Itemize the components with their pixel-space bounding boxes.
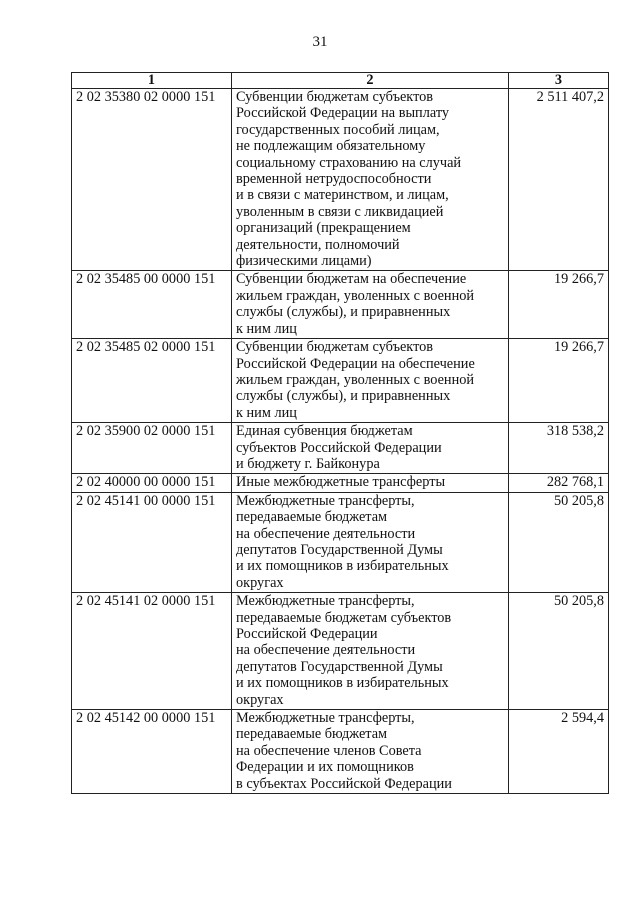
column-header-code: 1: [72, 73, 232, 89]
table-header-row: [72, 73, 609, 89]
description-cell: Межбюджетные трансферты, передаваемые бюджетам на обеспечение деятельности депутатов Государственной Думы и их помощников в избирательных округах: [232, 492, 509, 592]
budget-code-cell: 2 02 45141 02 0000 151: [72, 593, 232, 710]
budget-table: [71, 72, 609, 794]
description-cell: Иные межбюджетные трансферты: [232, 474, 509, 492]
page-number: 31: [312, 34, 328, 50]
amount-cell: 19 266,7: [509, 339, 609, 423]
budget-code-cell: 2 02 45142 00 0000 151: [72, 710, 232, 794]
amount-cell: 318 538,2: [509, 423, 609, 474]
amount-cell: 50 205,8: [509, 593, 609, 710]
amount-cell: 2 594,4: [509, 710, 609, 794]
budget-code-cell: 2 02 35485 00 0000 151: [72, 271, 232, 339]
table-row: [72, 710, 609, 794]
table-row: [72, 271, 609, 339]
column-header-description: 2: [232, 73, 509, 89]
budget-code-cell: 2 02 40000 00 0000 151: [72, 474, 232, 492]
column-header-amount: 3: [509, 73, 609, 89]
amount-cell: 2 511 407,2: [509, 89, 609, 271]
table-row: [72, 423, 609, 474]
budget-code-cell: 2 02 35380 02 0000 151: [72, 89, 232, 271]
table-row: [72, 593, 609, 710]
description-cell: Субвенции бюджетам субъектов Российской Федерации на обеспечение жильем граждан, уволенных с военной службы (службы), и приравненных к ним лиц: [232, 339, 509, 423]
budget-code-cell: 2 02 35485 02 0000 151: [72, 339, 232, 423]
table-row: [72, 474, 609, 492]
budget-code-cell: 2 02 35900 02 0000 151: [72, 423, 232, 474]
description-cell: Единая субвенция бюджетам субъектов Российской Федерации и бюджету г. Байконура: [232, 423, 509, 474]
table-row: [72, 339, 609, 423]
amount-cell: 50 205,8: [509, 492, 609, 592]
description-cell: Субвенции бюджетам на обеспечение жильем граждан, уволенных с военной службы (службы), и приравненных к ним лиц: [232, 271, 509, 339]
table-row: [72, 492, 609, 592]
budget-code-cell: 2 02 45141 00 0000 151: [72, 492, 232, 592]
table-row: [72, 89, 609, 271]
description-cell: Межбюджетные трансферты, передаваемые бюджетам на обеспечение членов Совета Федерации и их помощников в субъектах Российской Федерации: [232, 710, 509, 794]
description-cell: Субвенции бюджетам субъектов Российской Федерации на выплату государственных пособий лицам, не подлежащим обязательному социальному страхованию на случай временной нетрудоспособности и в связи с материнством, и лицам, уволенным в связи с ликвидацией организаций (прекращением деятельности, полномочий физическими лицами): [232, 89, 509, 271]
amount-cell: 282 768,1: [509, 474, 609, 492]
amount-cell: 19 266,7: [509, 271, 609, 339]
description-cell: Межбюджетные трансферты, передаваемые бюджетам субъектов Российской Федерации на обеспечение деятельности депутатов Государственной Думы и их помощников в избирательных округах: [232, 593, 509, 710]
